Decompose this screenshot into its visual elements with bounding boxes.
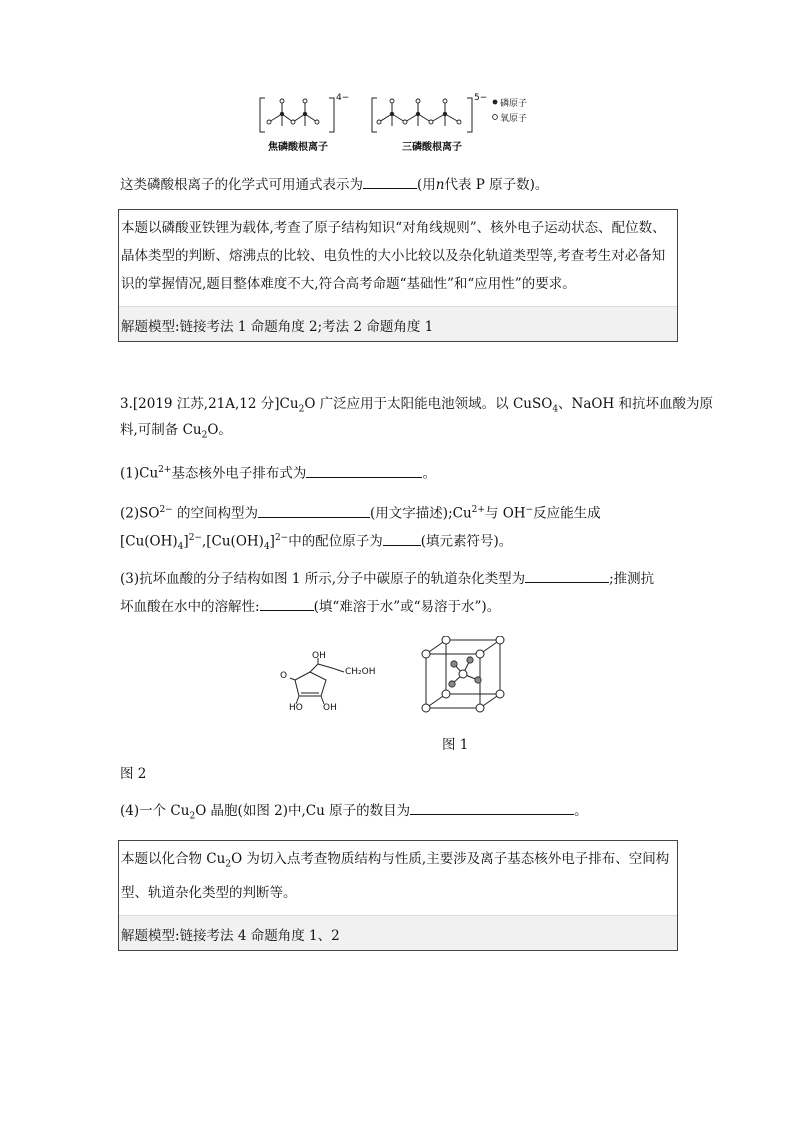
mol-carbonyl-o: O — [280, 671, 288, 681]
answer-blank[interactable] — [306, 463, 422, 478]
figure-2-caption: 图 2 — [120, 766, 147, 782]
analysis-box-2 — [118, 840, 678, 951]
answer-blank[interactable] — [525, 568, 609, 583]
q3-part3-cont: 坏血酸在水中的溶解性: (填“难溶于水”或“易溶于水”)。 — [120, 596, 500, 617]
q3-part2: $(2)SO^{2-}$ 的空间构型为 (用文字描述)$;Cu^{2+}$与 OH−反应能生成 — [120, 500, 601, 524]
mol-oh-right: OH — [323, 703, 337, 713]
solution-model-2: 解题模型:链接考法 4 命题角度 1、2 — [119, 915, 677, 950]
analysis-text: 本题以磷酸亚铁锂为载体,考查了原子结构知识“对角线规则”、核外电子运动状态、配位数、晶体类型的判断、熔沸点的比较、电负性的大小比较以及杂化轨道类型等,考查考生对必备知识的掌握情况,题目整体难度不大,符合高考命题“基础性”和“应用性”的要求。 — [121, 220, 666, 292]
q3-part1: $(1)Cu^{2+}$基态核外电子排布式为 。 — [120, 460, 436, 484]
answer-blank[interactable] — [258, 503, 370, 518]
prev-question-formula: 这类磷酸根离子的化学式可用通式表示为 (用n代表 P 原子数)。 — [120, 174, 548, 195]
q3-part4: (4)一个 $Cu_2O$ 晶胞(如图 2)中,Cu 原子的数目为 。 — [120, 800, 588, 827]
legend-phosphorus: 磷原子 — [500, 99, 528, 109]
mol-oh-top: OH — [312, 651, 326, 661]
answer-blank[interactable] — [383, 531, 421, 546]
answer-blank[interactable] — [410, 800, 574, 815]
answer-blank[interactable] — [363, 174, 417, 189]
q3-heading-cont: 料,可制备 $Cu_2O$。 — [120, 422, 232, 441]
charge-right: 5− — [474, 93, 488, 103]
q3-part2-cont: $[Cu(OH)_4]^{2-},[Cu(OH)_4]^{2-}$中的配位原子为 (填元素符号)。 — [120, 528, 512, 557]
charge-left: 4− — [336, 93, 350, 103]
solution-model: 解题模型:链接考法 1 命题角度 2;考法 2 命题角度 1 — [119, 306, 677, 341]
caption-tripolyphosphate: 三磷酸根离子 — [402, 142, 462, 153]
caption-pyrophosphate: 焦磷酸根离子 — [268, 142, 328, 153]
mol-ch2oh: CH₂OH — [345, 667, 376, 677]
analysis-text-2: 本题以化合物 $Cu_2O$ 为切入点考查物质结构与性质,主要涉及离子基态核外电子排布、空间构型、轨道杂化类型的判断等。 — [121, 851, 670, 901]
analysis-box-1 — [118, 209, 678, 342]
answer-blank[interactable] — [260, 596, 314, 611]
figure-1-caption: 图 1 — [442, 737, 469, 753]
q3-heading: 3.[2019 江苏,21A,12 分]$Cu_2O$ 广泛应用于太阳能电池领域。以 CuSO$_4$、NaOH 和抗坏血酸为原 — [120, 396, 714, 415]
q3-part3: (3)抗坏血酸的分子结构如图 1 所示,分子中碳原子的轨道杂化类型为 ;推测抗 — [120, 568, 654, 589]
legend-oxygen: 氧原子 — [500, 114, 528, 124]
cu2o-unit-cell — [418, 636, 508, 716]
mol-ho-left: HO — [289, 703, 303, 713]
